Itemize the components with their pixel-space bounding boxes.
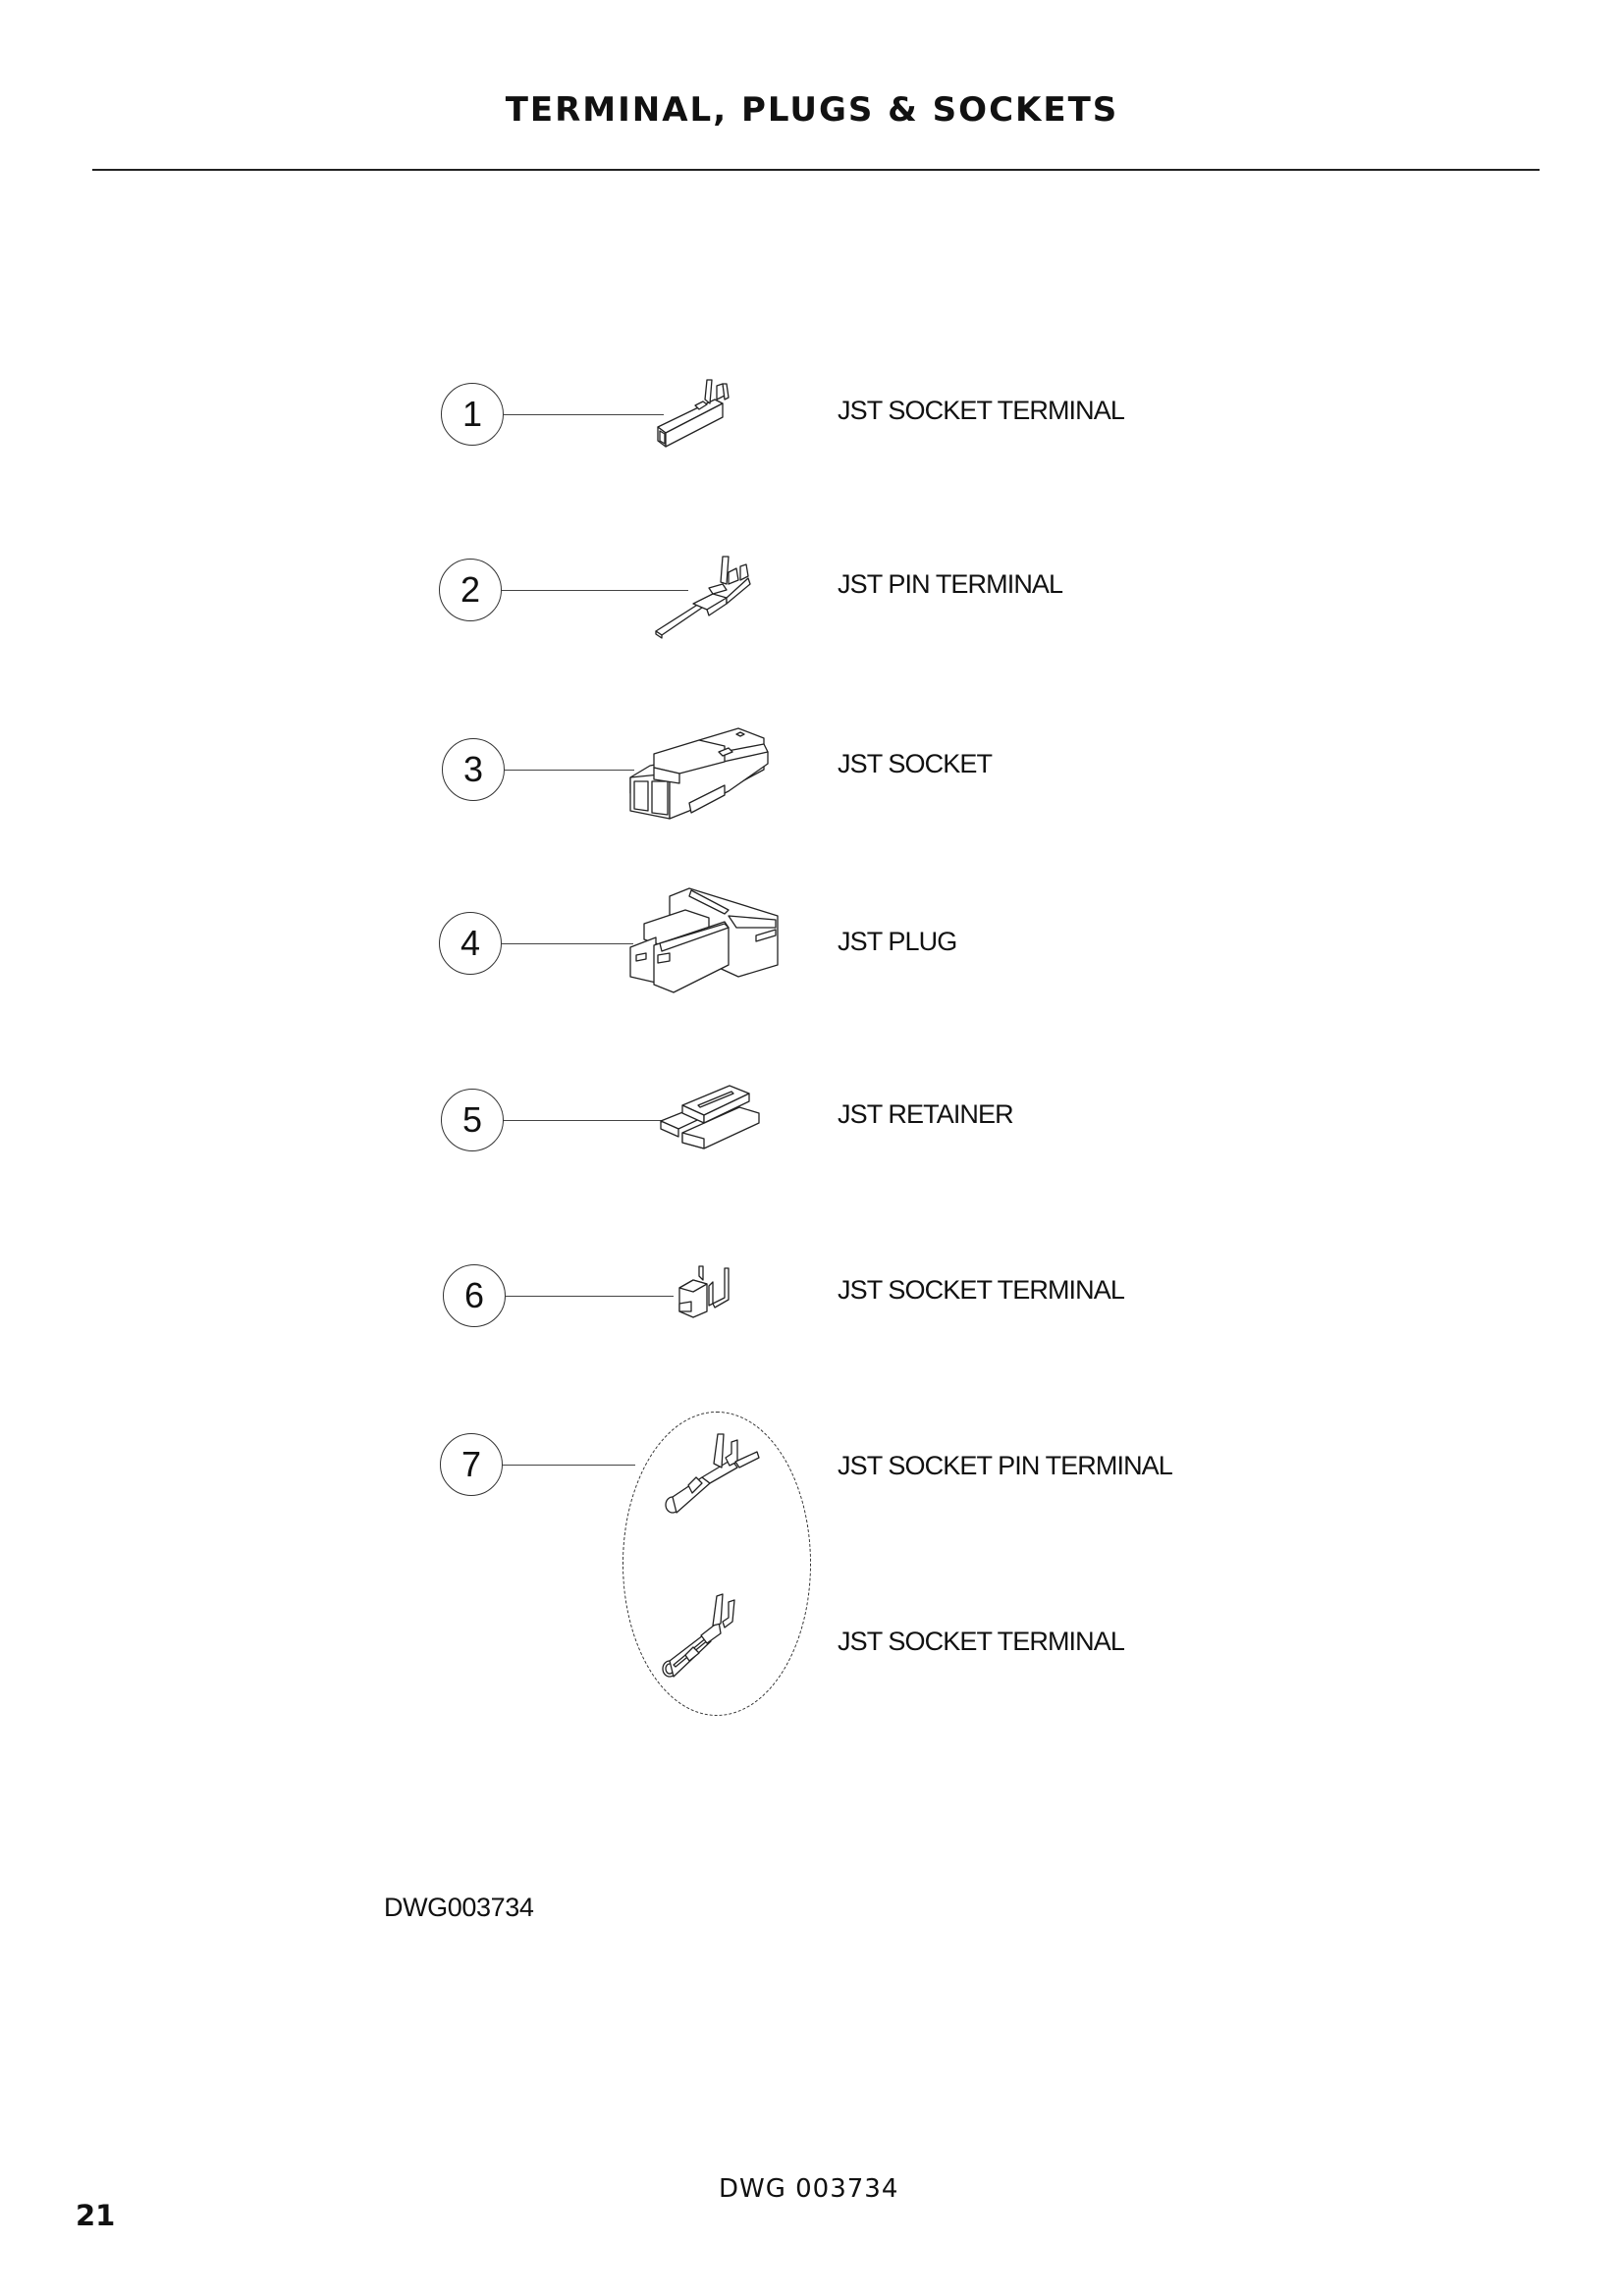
- leader-line-4: [502, 943, 633, 944]
- drawing-reference: DWG003734: [384, 1893, 534, 1922]
- jst-socket-housing-icon: [630, 724, 787, 823]
- part-label-2: JST PIN TERMINAL: [838, 569, 1063, 599]
- jst-socket-terminal-icon: [656, 378, 754, 456]
- part-label-6: JST SOCKET TERMINAL: [838, 1275, 1124, 1305]
- leader-line-1: [504, 414, 664, 415]
- page-title: TERMINAL, PLUGS & SOCKETS: [505, 90, 1119, 130]
- footer-drawing-number: DWG 003734: [719, 2174, 899, 2204]
- callout-3: 3: [442, 738, 505, 801]
- leader-line-7: [503, 1465, 635, 1466]
- part-label-5: JST RETAINER: [838, 1099, 1013, 1129]
- callout-5: 5: [441, 1089, 504, 1151]
- callout-1: 1: [441, 383, 504, 446]
- leader-line-6: [506, 1296, 674, 1297]
- jst-plug-housing-icon: [630, 886, 787, 994]
- part-label-1: JST SOCKET TERMINAL: [838, 396, 1124, 425]
- callout-6: 6: [443, 1264, 506, 1327]
- title-divider: [92, 169, 1540, 171]
- callout-7: 7: [440, 1433, 503, 1496]
- leader-line-5: [504, 1120, 665, 1121]
- part-label-3: JST SOCKET: [838, 749, 993, 778]
- part-label-8: JST SOCKET TERMINAL: [838, 1627, 1124, 1656]
- leader-line-3: [505, 770, 634, 771]
- page-number: 21: [76, 2199, 116, 2232]
- jst-round-socket-terminal-icon: [658, 1592, 756, 1681]
- jst-pin-terminal-icon: [654, 545, 772, 638]
- part-label-4: JST PLUG: [838, 927, 957, 956]
- callout-4: 4: [439, 912, 502, 975]
- jst-retainer-icon: [661, 1082, 769, 1150]
- jst-small-socket-terminal-icon: [677, 1264, 746, 1323]
- jst-round-pin-terminal-icon: [663, 1428, 771, 1517]
- part-label-7: JST SOCKET PIN TERMINAL: [838, 1451, 1172, 1480]
- callout-2: 2: [439, 559, 502, 621]
